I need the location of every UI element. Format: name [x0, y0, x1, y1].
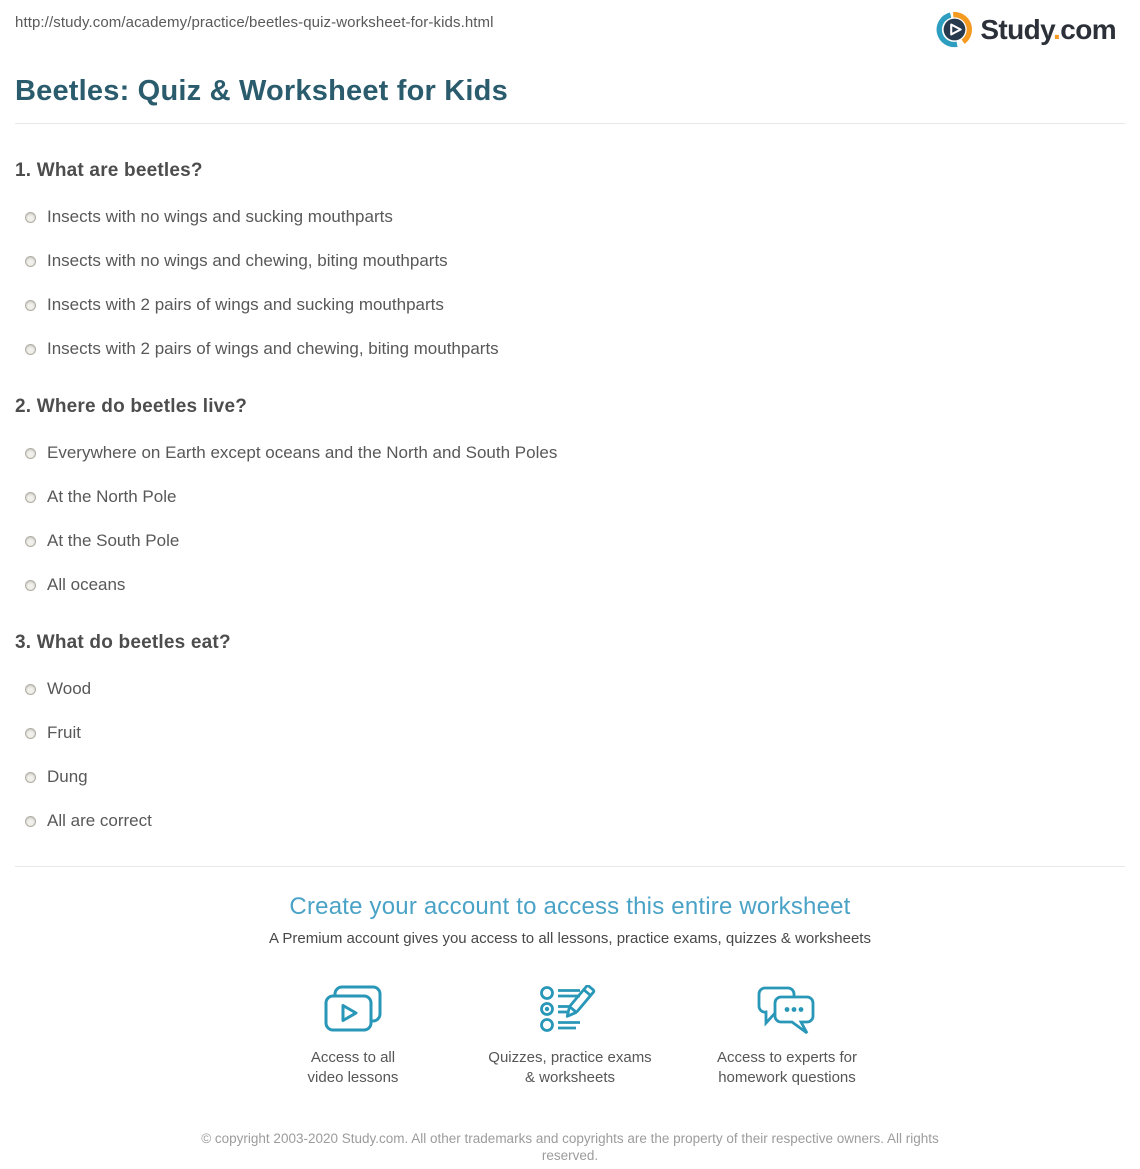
option-label: All oceans: [47, 575, 126, 594]
radio-button[interactable]: [25, 300, 36, 311]
create-account-cta: [15, 866, 1125, 1088]
question-2-option-2[interactable]: [15, 486, 1125, 508]
cta-subtitle: A Premium account gives you access to all lessons, practice exams, quizzes & worksheets: [269, 930, 871, 947]
radio-button[interactable]: [25, 772, 36, 783]
copyright-text: © copyright 2003-2020 Study.com. All other trademarks and copyrights are the property of their respective owners. All rights reserved.: [201, 1131, 939, 1163]
quiz-body: [0, 160, 1140, 832]
option-label: Insects with no wings and sucking mouthparts: [47, 207, 393, 226]
feature-video-lessons: [245, 985, 462, 1088]
question-2-heading: 2. Where do beetles live?: [15, 396, 248, 417]
option-label: Fruit: [47, 723, 81, 742]
question-3-heading: 3. What do beetles eat?: [15, 632, 231, 653]
option-label: All are correct: [47, 811, 152, 830]
option-label: Insects with 2 pairs of wings and sucking mouthparts: [47, 295, 444, 314]
radio-button[interactable]: [25, 536, 36, 547]
feature-list: [15, 985, 1125, 1088]
option-label: Wood: [47, 679, 92, 698]
top-bar: [0, 0, 1140, 48]
option-label: Insects with 2 pairs of wings and chewing, biting mouthparts: [47, 339, 499, 358]
question-3-option-4[interactable]: [15, 810, 1125, 832]
radio-button[interactable]: [25, 492, 36, 503]
feature-expert-help: [679, 985, 896, 1088]
option-label: Insects with no wings and chewing, biting mouthparts: [47, 251, 448, 270]
video-lessons-icon: [322, 985, 384, 1035]
option-label: Everywhere on Earth except oceans and the North and South Poles: [47, 443, 558, 462]
question-3-option-3[interactable]: [15, 766, 1125, 788]
page-title: Beetles: Quiz & Worksheet for Kids: [15, 75, 508, 107]
feature-label: Access to experts for homework questions: [716, 1049, 858, 1086]
radio-button[interactable]: [25, 816, 36, 827]
question-1-option-2[interactable]: [15, 250, 1125, 272]
radio-button[interactable]: [25, 448, 36, 459]
feature-quizzes-worksheets: [462, 985, 679, 1088]
study-logo-text: Study.com: [980, 13, 1116, 45]
question-3: [15, 632, 1125, 832]
feature-label: Access to all video lessons: [307, 1049, 399, 1086]
question-1: [15, 160, 1125, 360]
page-footer: [0, 1130, 1140, 1164]
title-divider: [15, 123, 1125, 124]
question-3-option-2[interactable]: [15, 722, 1125, 744]
question-2-option-3[interactable]: [15, 530, 1125, 552]
question-2-option-4[interactable]: [15, 574, 1125, 596]
option-label: At the North Pole: [47, 487, 177, 506]
radio-button[interactable]: [25, 256, 36, 267]
question-1-option-4[interactable]: [15, 338, 1125, 360]
radio-button[interactable]: [25, 344, 36, 355]
study-logo[interactable]: [936, 11, 1116, 48]
radio-button[interactable]: [25, 728, 36, 739]
question-3-option-1[interactable]: [15, 678, 1125, 700]
question-1-option-1[interactable]: [15, 206, 1125, 228]
quizzes-worksheets-icon: [538, 985, 602, 1035]
radio-button[interactable]: [25, 684, 36, 695]
option-label: At the South Pole: [47, 531, 180, 550]
question-2: [15, 396, 1125, 596]
question-1-option-3[interactable]: [15, 294, 1125, 316]
radio-button[interactable]: [25, 580, 36, 591]
feature-label: Quizzes, practice exams & worksheets: [488, 1049, 652, 1086]
cta-headline-link[interactable]: Create your account to access this entire worksheet: [289, 893, 851, 920]
option-label: Dung: [47, 767, 88, 786]
question-2-option-1[interactable]: [15, 442, 1125, 464]
radio-button[interactable]: [25, 212, 36, 223]
study-logo-play-icon: [936, 11, 973, 48]
page-url: http://study.com/academy/practice/beetles-quiz-worksheet-for-kids.html: [15, 14, 494, 31]
experts-chat-icon: [755, 985, 819, 1035]
question-1-heading: 1. What are beetles?: [15, 160, 203, 181]
